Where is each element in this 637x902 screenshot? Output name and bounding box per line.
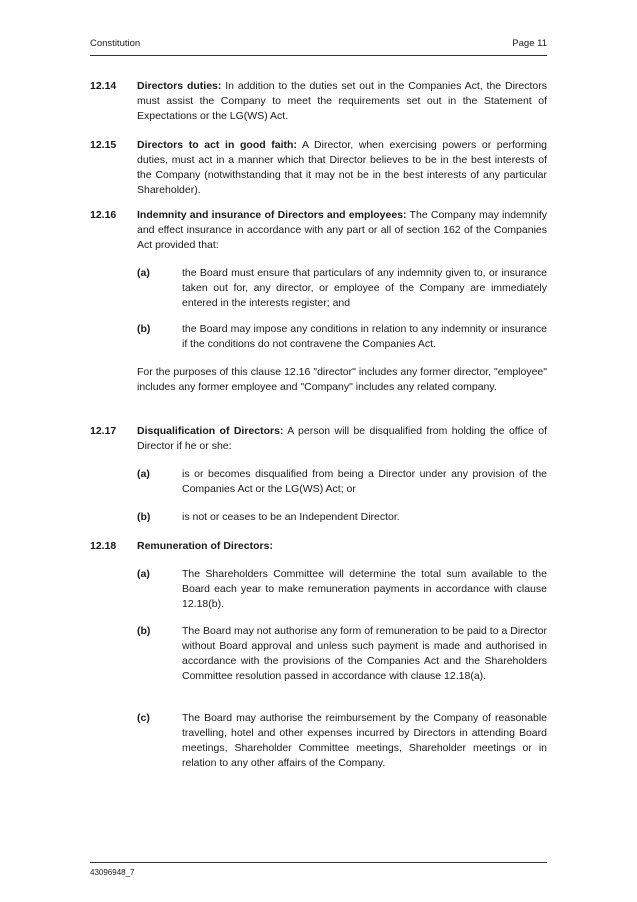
subclause-12-17-a (137, 467, 547, 497)
clause-text: A Director, when exercising powers or performing duties, must act in a manner which that Director believes to be in the best interests of the Company (notwithstanding that it may not be in the best interests of any particular Shareholder). (137, 139, 547, 196)
subclause-12-18-c (137, 711, 547, 771)
footer-rule (90, 862, 547, 863)
subclause-text: The Board may not authorise any form of remuneration to be paid to a Director without Board approval and unless such payment is made and authorised in accordance with the provisions of the Companies Act and the Shareholders Committee resolution passed in accordance with clause 12.18(a). (182, 625, 547, 682)
footer-doc-id: 43096948_7 (90, 868, 135, 877)
subclause-12-18-b (137, 624, 547, 684)
clause-text: The Company may indemnify and effect insurance in accordance with any part or all of section 162 of the Companies Act provided that: (137, 209, 547, 251)
clause-number: 12.14 (90, 80, 117, 92)
clause-12-14 (90, 79, 547, 124)
clause-12-17 (90, 424, 547, 454)
clause-title: Disqualification of Directors: (137, 425, 284, 437)
clause-title: Indemnity and insurance of Directors and employees: (137, 209, 407, 221)
subclause-text: the Board may impose any conditions in relation to any indemnity or insurance if the conditions do not contravene the Companies Act. (182, 323, 547, 350)
page-header (90, 38, 547, 49)
subclause-number: (b) (137, 625, 151, 637)
subclause-number: (a) (137, 468, 150, 480)
header-rule (90, 55, 547, 56)
clause-number: 12.17 (90, 425, 117, 437)
clause-number: 12.16 (90, 209, 117, 221)
subclause-number: (a) (137, 267, 150, 279)
subclause-12-17-b (137, 510, 547, 525)
subclause-12-16-b (137, 322, 547, 352)
clause-text: In addition to the duties set out in the Companies Act, the Directors must assist the Company to meet the requirements set out in the Statement of Expectations or the LG(WS) Act. (137, 80, 547, 122)
clause-12-16 (90, 208, 547, 253)
clause-body (137, 79, 547, 124)
clause-number: 12.18 (90, 540, 117, 552)
subclause-12-18-a (137, 567, 547, 612)
clause-body (137, 138, 547, 198)
subclause-number: (b) (137, 323, 151, 335)
subclause-text: is not or ceases to be an Independent Director. (182, 511, 400, 523)
subclause-number: (a) (137, 568, 150, 580)
clause-body (137, 424, 547, 454)
clause-title: Directors duties: (137, 80, 222, 92)
header-title: Constitution (90, 38, 141, 49)
clause-number: 12.15 (90, 139, 117, 151)
subclause-text: The Shareholders Committee will determine the total sum available to the Board each year to make remuneration payments in accordance with clause 12.18(b). (182, 568, 547, 610)
clause-body (137, 539, 547, 554)
clause-title: Directors to act in good faith: (137, 139, 297, 151)
subclause-number: (b) (137, 511, 151, 523)
clause-12-15 (90, 138, 547, 198)
clause-text: A person will be disqualified from holding the office of Director if he or she: (137, 425, 547, 452)
subclause-text: The Board may authorise the reimbursement by the Company of reasonable travelling, hotel and other expenses incurred by Directors in attending Board meetings, Shareholder Committee meetings, Shareholder meetings or in relation to any other affairs of the Company. (182, 712, 547, 769)
clause-12-16-note: For the purposes of this clause 12.16 "director" includes any former director, "employee" includes any former employee and "Company" includes any related company. (137, 366, 547, 393)
subclause-number: (c) (137, 712, 150, 724)
subclause-text: the Board must ensure that particulars of any indemnity given to, or insurance taken out for, any director, or employee of the Company are immediately entered in the interests register; and (182, 267, 547, 309)
clause-title: Remuneration of Directors: (137, 540, 273, 552)
page-number: Page 11 (512, 38, 547, 49)
clause-body (137, 208, 547, 253)
clause-12-18 (90, 539, 547, 554)
subclause-12-16-a (137, 266, 547, 311)
subclause-text: is or becomes disqualified from being a Director under any provision of the Companies Act or the LG(WS) Act; or (182, 468, 547, 495)
